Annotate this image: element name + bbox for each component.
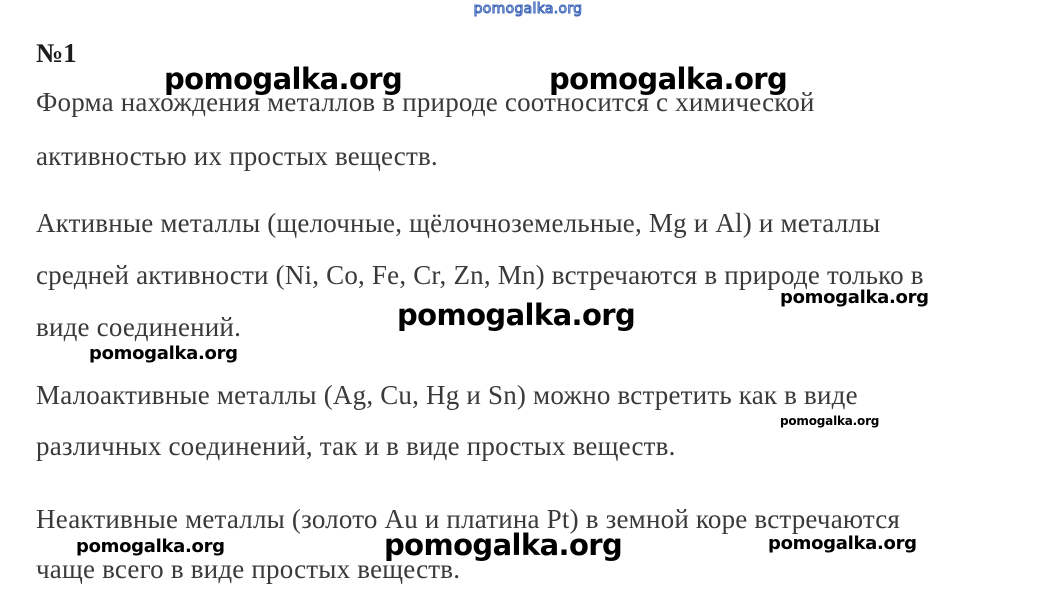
paragraph-3-line-1: Малоактивные металлы (Ag, Cu, Hg и Sn) можно встретить как в виде: [36, 380, 858, 410]
paragraph-4-line-1: Неактивные металлы (золото Au и платина Pt) в земной коре встречаются: [36, 504, 901, 534]
paragraph-1-line-1: Форма нахождения металлов в природе соотносится с химической: [36, 87, 815, 117]
watermark: pomogalka.org: [780, 287, 929, 308]
paragraph-2-line-1: Активные металлы (щелочные, щёлочноземельные, Mg и Al) и металлы: [36, 208, 881, 238]
paragraph-1-line-2: активностью их простых веществ.: [36, 141, 438, 171]
site-watermark-header: pomogalka.org: [473, 1, 583, 17]
paragraph-3-line-2: различных соединений, так и в виде простых веществ.: [36, 431, 676, 461]
watermark: pomogalka.org: [384, 528, 623, 562]
watermark: pomogalka.org: [76, 536, 225, 557]
paragraph-4-line-2: чаще всего в виде простых веществ.: [36, 554, 461, 584]
watermark: pomogalka.org: [549, 62, 788, 96]
watermark: pomogalka.org: [164, 62, 403, 96]
watermark: pomogalka.org: [397, 298, 636, 332]
paragraph-2-line-2: средней активности (Ni, Co, Fe, Cr, Zn, Mn) встречаются в природе только в: [36, 260, 924, 290]
paragraph-2-line-3: виде соединений.: [36, 312, 242, 342]
problem-number: №1: [36, 38, 77, 68]
watermark: pomogalka.org: [89, 343, 238, 364]
watermark: pomogalka.org: [768, 533, 917, 554]
watermark: pomogalka.org: [780, 414, 880, 428]
